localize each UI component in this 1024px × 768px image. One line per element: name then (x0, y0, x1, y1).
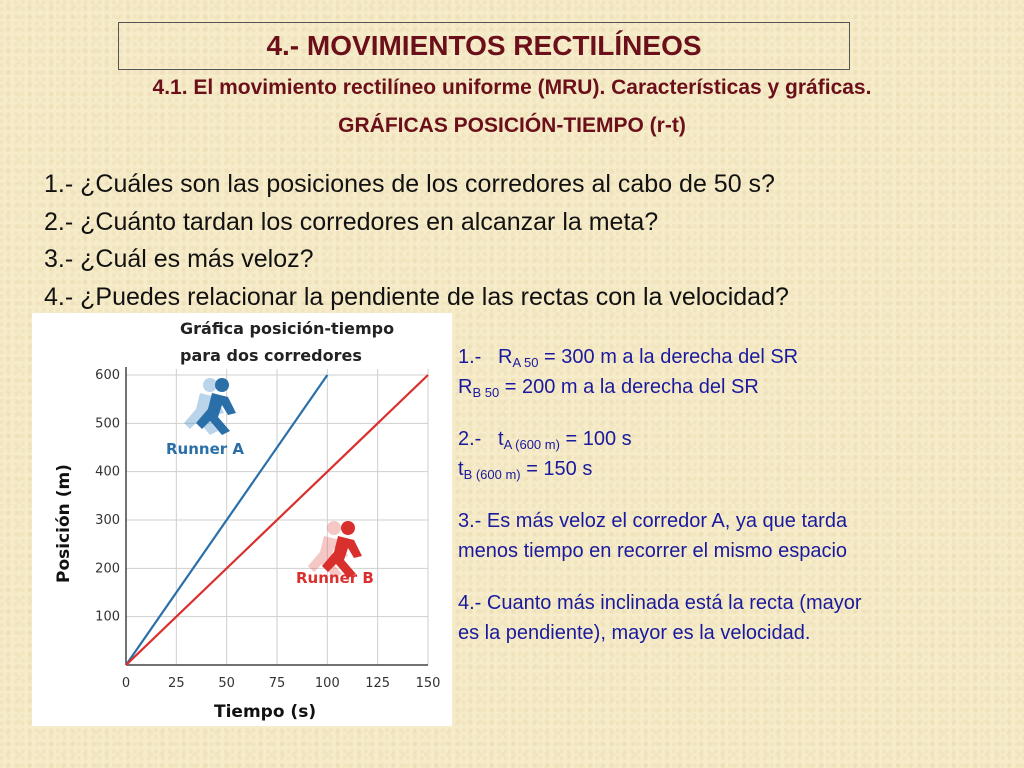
answer-4-line1: 4.- Cuanto más inclinada está la recta (mayor (458, 592, 862, 614)
answer-2b: $t_{B (600 m)} = 150$ s (458, 458, 593, 482)
answer-1a: 1.- $R_{A 50} = 300$ m a la derecha del SR (458, 346, 799, 370)
chart-x-axis-label: Tiempo (s) (214, 702, 317, 722)
question-item: 3.- ¿Cuál es más veloz? (44, 245, 314, 273)
chart-y-axis-label: Posición (m) (54, 464, 74, 583)
x-tick-label: 0 (121, 676, 131, 691)
question-item: 1.- ¿Cuáles son las posiciones de los corredores al cabo de 50 s? (44, 170, 775, 198)
chart-title-line1: Gráfica posición-tiempo (180, 319, 395, 338)
x-tick-label: 125 (365, 676, 391, 691)
y-tick-label: 500 (95, 416, 120, 432)
question-item: 2.- ¿Cuánto tardan los corredores en alcanzar la meta? (44, 207, 659, 236)
y-tick-label: 600 (95, 368, 120, 383)
chart-svg (32, 313, 452, 726)
chart-title-line2: para dos corredores (180, 346, 362, 365)
y-tick-label: 200 (95, 561, 120, 577)
slide-subtitle: 4.1. El movimiento rectilíneo uniforme (MRU). Características y gráficas. (152, 76, 872, 99)
runner-a-label: Runner A (166, 440, 244, 458)
y-tick-label: 100 (95, 609, 120, 625)
question-item: 4.- ¿Puedes relacionar la pendiente de las rectas con la velocidad? (44, 282, 789, 311)
answer-3-line1: 3.- Es más veloz el corredor A, ya que tarda (458, 510, 848, 532)
position-time-chart (32, 313, 452, 726)
answer-3-line2: menos tiempo en recorrer el mismo espacio (458, 540, 848, 562)
y-tick-label: 300 (95, 513, 120, 528)
answer-4-line2: es la pendiente), mayor es la velocidad. (458, 622, 811, 644)
x-tick-label: 100 (314, 676, 340, 691)
runner-b-label: Runner B (296, 569, 374, 587)
slide-title-box (118, 22, 850, 70)
x-tick-label: 150 (415, 676, 441, 691)
slide-title: 4.- MOVIMIENTOS RECTILÍNEOS (266, 30, 702, 61)
x-tick-label: 75 (268, 676, 286, 691)
answers-panel (458, 342, 1018, 648)
x-tick-label: 25 (168, 676, 185, 691)
x-tick-label: 50 (218, 676, 235, 691)
section-heading: GRÁFICAS POSICIÓN-TIEMPO (r-t) (338, 114, 686, 137)
answer-1b: $R_{B 50} = 200$ m a la derecha del SR (458, 376, 759, 400)
questions-list (44, 166, 789, 316)
runner-a-illustration (184, 378, 236, 435)
answer-2a: 2.- $t_{A (600 m)} = 100$ s (458, 428, 632, 452)
y-tick-label: 400 (95, 464, 120, 480)
